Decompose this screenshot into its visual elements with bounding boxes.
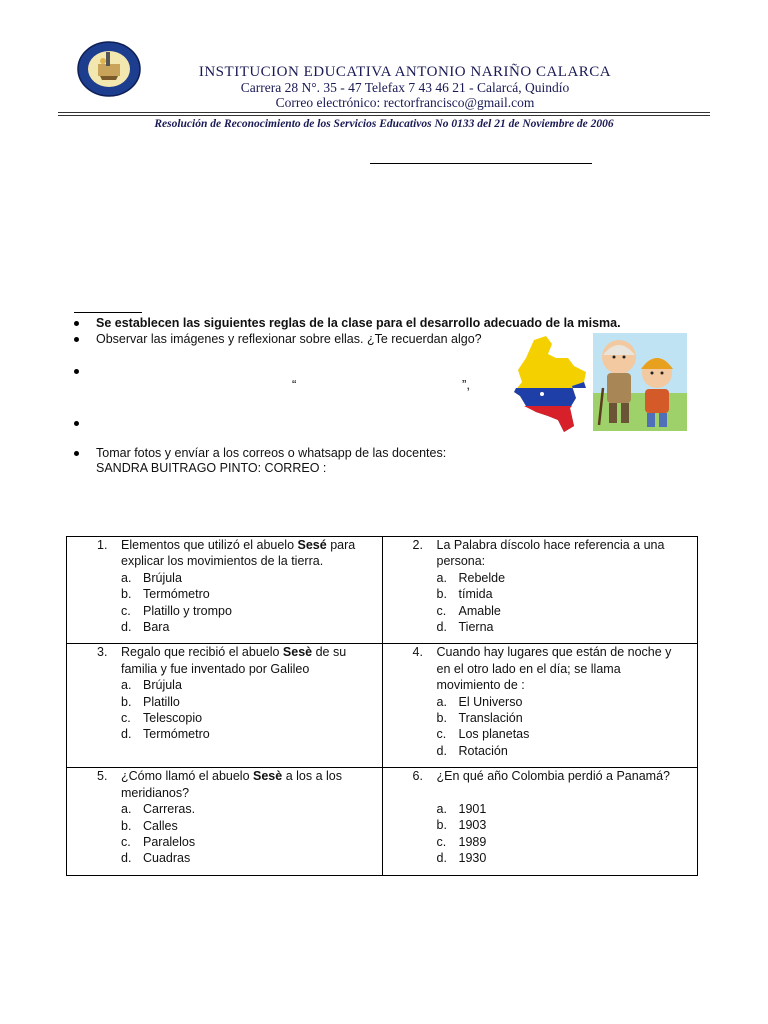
bullet-dot: [74, 337, 79, 342]
answer-option: [389, 850, 692, 866]
photos-contact: SANDRA BUITRAGO PINTO: CORREO :: [96, 461, 327, 475]
question-text: [73, 537, 376, 553]
question-text: [389, 537, 692, 553]
question-text-cont: en el otro lado en el día; se llama: [436, 661, 621, 676]
question-cell: [382, 644, 698, 768]
option-letter: b.: [436, 818, 447, 833]
option-letter: d.: [121, 851, 132, 866]
answer-option: [389, 834, 692, 850]
option-text: 1903: [458, 818, 487, 833]
option-letter: b.: [121, 587, 132, 602]
open-quote: “: [292, 377, 297, 392]
option-letter: b.: [436, 711, 447, 726]
answer-option: [73, 694, 376, 710]
question-text-part: La Palabra díscolo hace referencia a una: [436, 538, 665, 552]
option-letter: b.: [121, 818, 132, 833]
question-cell: [67, 768, 383, 875]
rules-text: Se establecen las siguientes reglas de la clase para el desarrollo adecuado de la misma.: [96, 316, 621, 330]
option-text: Carreras.: [143, 802, 196, 817]
option-letter: d.: [121, 727, 132, 742]
option-text: Los planetas: [458, 727, 530, 742]
option-text: Bara: [143, 620, 170, 635]
table-row: [67, 768, 698, 875]
table-row: [67, 537, 698, 644]
question-text-cont: explicar los movimientos de la tierra.: [121, 554, 324, 569]
option-text: Translación: [458, 711, 523, 726]
photos-text: Tomar fotos y envíar a los correos o whatsapp de las docentes:: [96, 446, 447, 460]
question-text-cont: meridianos?: [121, 785, 190, 800]
option-text: Calles: [143, 818, 178, 833]
option-letter: b.: [436, 587, 447, 602]
option-letter: d.: [436, 743, 447, 758]
header-divider-2: [58, 115, 710, 116]
question-cell: [382, 537, 698, 644]
question-text: [73, 644, 376, 660]
option-letter: a.: [121, 678, 132, 693]
option-text: El Universo: [458, 694, 523, 709]
option-letter: c.: [436, 834, 447, 849]
blank-line-left: [74, 312, 142, 313]
option-text: Telescopio: [143, 711, 203, 726]
option-letter: c.: [121, 603, 131, 618]
option-text: Amable: [458, 603, 501, 618]
blank-line-top: [370, 163, 592, 164]
bullet-dot: [74, 451, 79, 456]
option-text: Brújula: [143, 678, 182, 693]
answer-option: [73, 726, 376, 742]
question-text: [389, 768, 692, 784]
answer-option: [389, 726, 692, 742]
option-text: Rotación: [458, 743, 508, 758]
table-row: [67, 644, 698, 768]
question-text-part: a los a los: [282, 769, 342, 784]
option-text: 1901: [458, 801, 487, 816]
answer-option: [389, 743, 692, 759]
answer-option: [73, 677, 376, 693]
option-letter: c.: [436, 603, 447, 618]
observe-text: Observar las imágenes y reflexionar sobre ellas. ¿Te recuerdan algo?: [96, 332, 482, 346]
answer-option: [389, 586, 692, 602]
option-text: Termómetro: [143, 587, 210, 602]
school-address: Carrera 28 N°. 35 - 47 Telefax 7 43 46 21 - Calarcá, Quindío: [240, 80, 570, 95]
option-text: Paralelos: [143, 834, 196, 849]
question-cell: [382, 768, 698, 875]
close-quote: ”,: [462, 377, 470, 392]
character-name: Sesè: [282, 645, 313, 660]
option-letter: d.: [121, 620, 132, 635]
character-name: Sesè: [253, 769, 283, 784]
option-text: 1930: [458, 850, 487, 865]
question-text-part: Elementos que utilizó el abuelo: [121, 538, 298, 552]
question-text-cont: movimiento de :: [436, 678, 525, 693]
question-number: 4.: [412, 645, 423, 660]
question-cell: [67, 644, 383, 768]
answer-option: [389, 801, 692, 817]
answer-option: [73, 801, 376, 817]
spacer: [389, 785, 692, 801]
option-text: Tierna: [458, 620, 494, 635]
character-name: Sesé: [297, 538, 327, 552]
option-letter: a.: [121, 570, 132, 585]
answer-option: [73, 603, 376, 619]
option-letter: d.: [436, 620, 447, 635]
school-email: Correo electrónico: rectorfrancisco@gmail.com: [275, 95, 535, 110]
question-text-cont: familia y fue inventado por Galileo: [121, 661, 310, 676]
option-text: Platillo y trompo: [143, 603, 232, 618]
question-text-cont: persona:: [436, 554, 486, 569]
header-divider: [58, 112, 710, 113]
colombia-map-image: [512, 336, 592, 432]
answer-option: [73, 818, 376, 834]
answer-option: [73, 570, 376, 586]
question-text: [389, 644, 692, 660]
option-letter: d.: [436, 850, 447, 865]
question-text: [73, 768, 376, 784]
question-text-part: ¿En qué año Colombia perdió a Panamá?: [436, 769, 670, 784]
option-text: Platillo: [143, 694, 180, 709]
option-text: Rebelde: [458, 570, 506, 585]
question-number: 2.: [412, 538, 423, 552]
answer-option: [389, 710, 692, 726]
answer-option: [389, 570, 692, 586]
option-letter: c.: [121, 711, 131, 726]
option-letter: a.: [436, 801, 447, 816]
bullet-dot: [74, 369, 79, 374]
option-text: Brújula: [143, 570, 182, 585]
question-number: 6.: [412, 769, 423, 784]
answer-option: [73, 834, 376, 850]
option-text: Termómetro: [143, 727, 210, 742]
answer-option: [389, 603, 692, 619]
questions-table: [66, 536, 698, 876]
option-letter: a.: [121, 802, 132, 817]
answer-option: [73, 619, 376, 635]
option-text: 1989: [458, 834, 487, 849]
bullet-dot: [74, 321, 79, 326]
option-letter: c.: [121, 834, 131, 849]
option-letter: a.: [436, 570, 447, 585]
option-text: tímida: [458, 587, 493, 602]
question-cell: [67, 537, 383, 644]
question-number: 5.: [97, 769, 108, 784]
question-text-part: de su: [312, 645, 347, 660]
question-number: 1.: [97, 538, 108, 552]
answer-option: [73, 850, 376, 866]
bullet-dot: [74, 421, 79, 426]
answer-option: [389, 817, 692, 833]
answer-option: [389, 694, 692, 710]
option-letter: c.: [436, 727, 447, 742]
answer-option: [73, 710, 376, 726]
option-letter: a.: [436, 694, 447, 709]
question-text-part: Regalo que recibió el abuelo: [121, 645, 283, 660]
school-name: INSTITUCION EDUCATIVA ANTONIO NARIÑO CALARCA: [198, 64, 612, 80]
option-text: Cuadras: [143, 851, 191, 866]
answer-option: [389, 619, 692, 635]
question-text-part: ¿Cómo llamó el abuelo: [121, 769, 254, 784]
answer-option: [73, 586, 376, 602]
resolution-text: Resolución de Reconocimiento de los Servicios Educativos No 0133 del 21 de Noviembre de 2006: [154, 118, 614, 130]
option-letter: b.: [121, 694, 132, 709]
question-text-part: Cuando hay lugares que están de noche y: [436, 645, 672, 660]
question-number: 3.: [97, 645, 108, 660]
grandfather-child-image: [593, 333, 687, 431]
question-text-part: para: [326, 538, 356, 552]
